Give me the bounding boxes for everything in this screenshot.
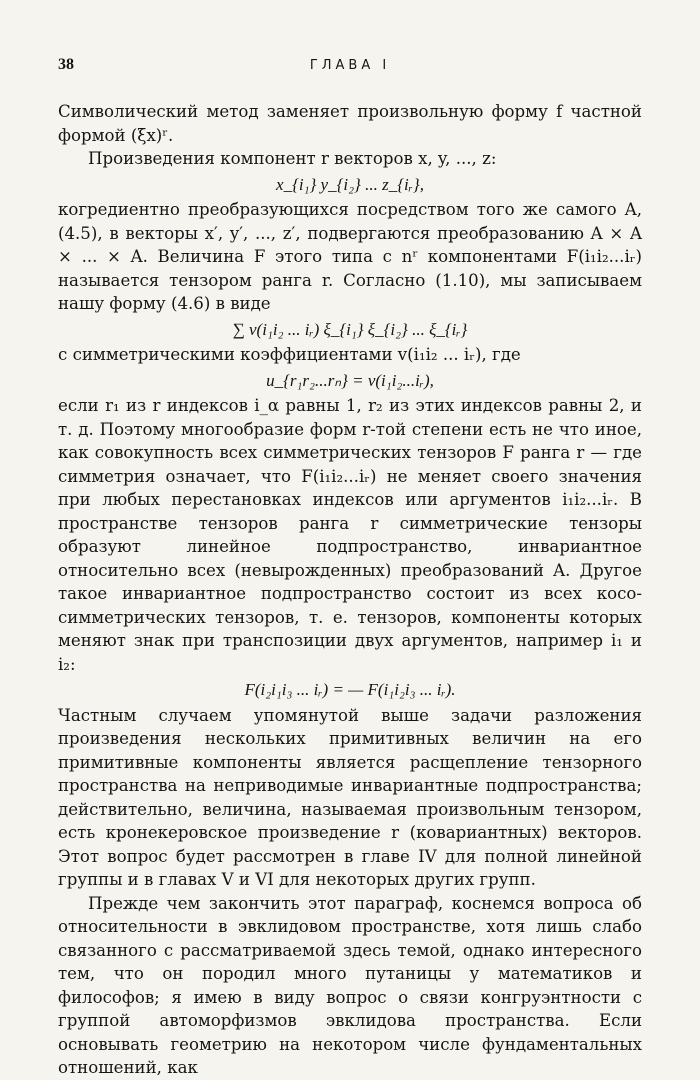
paragraph-tensor-definition: когредиентно преобразующихся посредством того же самого A, (4.5), в векторы x′, y′, ..., z′, подвергаются преобразованию A × A × ... × A. Величина F этого типа с nʳ компонентами F(i₁i₂...iᵣ) называется тензором ранга r. Согласно (1.10), мы записываем нашу форму (4.6) в виде xyxy=(58,200,642,313)
paragraph-symmetric-tensors: если r₁ из r индексов i_α равны 1, r₂ из этих индексов равны 2, и т. д. Поэтому многообразие форм r-той степени есть не что иное, как совокупность всех симметрических тензоров F ранга r — где симметрия означает, что F(i₁i₂...iᵣ) не меняет своего значения при любых перестановках индексов или аргументов i₁i₂...iᵣ. В пространстве тензоров ранга r симметрические тензоры образуют линейное подпространство, инвариантное относительно всех (невырожденных) преобразований A. Другое такое инвариантное подпространство состоит из всех косо-симметрических тензоров, т. е. тензоров, компоненты которых меняют знак при транспозиции двух аргументов, например i₁ и i₂: xyxy=(58,396,642,674)
formula-coefficient-relation: u_{r₁r₂...rₙ} = v(i₁i₂...iᵣ), xyxy=(266,370,434,390)
formula-symmetric-sum: ∑ v(i₁i₂ ... iᵣ) ξ_{i₁} ξ_{i₂} ... ξ_{iᵣ} xyxy=(232,319,468,339)
paragraph-symbolic-method: Символический метод заменяет произвольную форму f частной формой (ξx)ʳ. xyxy=(58,102,642,145)
formula-skew-symmetry: F(i₂i₁i₃ ... iᵣ) = — F(i₁i₂i₃ ... iᵣ). xyxy=(244,680,456,699)
paragraph-euclidean-relativity: Прежде чем закончить этот параграф, коснемся вопроса об относительности в эвклидовом пространстве, хотя лишь слабо связанного с рассматриваемой здесь темой, однако интересного тем, что он породил много путаницы у математиков и философов; я имею в виду вопрос о связи конгруэнтности с группой автоморфизмов эвклидова пространства. Если основывать геометрию на некотором числе фундаментальных отношений, как xyxy=(58,893,642,1077)
running-title: ГЛАВА I xyxy=(309,58,391,73)
page-body xyxy=(58,100,642,1080)
paragraph-decomposition: Частным случаем упомянутой выше задачи разложения произведения нескольких примитивных величин на его примитивные компоненты является расщепление тензорного пространства на неприводимые инвариантные подпространства; действительно, величина, называемая произвольным тензором, есть кронекеровское произведение r (ковариантных) векторов. Этот вопрос будет рассмотрен в главе IV для полной линейной группы и в главах V и VI для некоторых других групп. xyxy=(58,705,642,889)
page-header xyxy=(58,56,642,76)
page-number: 38 xyxy=(58,56,74,73)
formula-product-components: x_{i₁} y_{i₂} ... z_{iᵣ}, xyxy=(276,174,424,194)
paragraph-symmetric-coefficients: с симметрическими коэффициентами v(i₁i₂ ... iᵣ), где xyxy=(58,345,521,364)
paragraph-products-intro: Произведения компонент r векторов x, y, ..., z: xyxy=(88,149,497,168)
